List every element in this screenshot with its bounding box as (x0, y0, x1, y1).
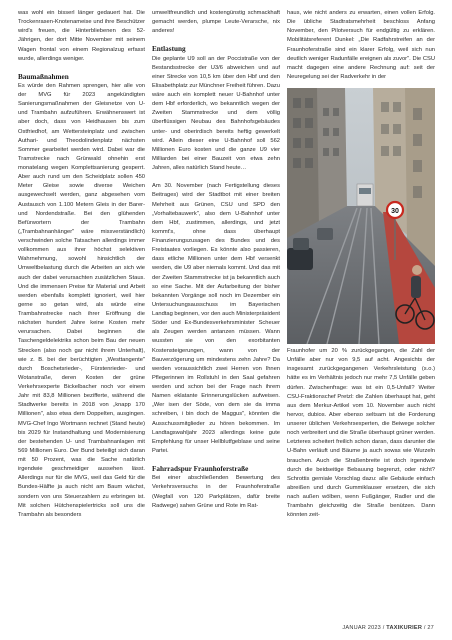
paragraph: Fraunhofer um 20 % zurückgegangen, die Zahl der Unfälle aber nur von 9,5 auf acht. Angesichts der insgesamt zurückgegangenen Verkehrsleistung (s.o.) hätte es im Verhältnis jedoch nur mehr 7,5 Unfälle geben dürfen. Zwischenfrage: was ist ein 0,5-Unfall? Weiter CSU-Fraktionschef Pretzl: die Zahlen überhaupt hat, geht aus dem Merkur-Artikel vom 10. November auch nicht hervor, dubios. Aber ebenso seltsam ist die Forderung unserer üblichen Verkehrsexperten, die Beiwege solcher noch verbreitert und die Straße überhaupt grüner werden. Letzteres scheitert freilich schon daran, dass darunter die U-Bahn verläuft und Bäume ja auch sowas wie Wurzeln brauchen. Auch die Straßenbreite ist doch irgendwie durch die beidseitige Bebauung begrenzt, oder nicht? Schrottis gerniale Vorschlag dazu: alle Gebäude einfach abreißen und durch Gummiklauser ersetzen, die sich nach außen wölben, wenn Fußgänger, Radler und die Trambahn gleichzeitig die Straße benützen. Dann könnten zeit- (287, 348, 435, 519)
paragraph: Die geplante U9 soll an der Poccistraße von der Bestandsstrecke der U3/6 abweichen und auf einer Strecke von 10,5 km über den Hbf und den Elisabethplatz zur Münchner Freiheit führen. Dazu wäre auch ein komplett neuer U-Bahnhof unter dem Hbf erforderlich, wo bekanntlich wegen der Zweiten Stammstrecke und dem völlig überflüssigen Neubau des Bahnhofsgebäudes unter- und oberirdisch bereits heftig gewerkelt wird. Allein dieser eine U-Bahnhof soll 562 Millionen Euro kosten und die ganze U9 vier Milliarden bei einer Bauzeit von etwa zehn Jahren, alles natürlich Stand heute… (152, 55, 280, 172)
footer-separator: / (423, 625, 426, 631)
speed-limit-value: 30 (391, 208, 399, 215)
section-heading: Entlastung (152, 45, 186, 54)
street-photo (287, 88, 435, 344)
section-heading: Fahrradspur Fraunhoferstraße (152, 465, 249, 474)
article-column-3 (287, 9, 435, 520)
paragraph: umweltfreundlich und kostengünstig schmackhaft gemacht werden, plumpe Leute-Verarsche, nix anderes! (152, 10, 280, 35)
section-heading: Baumaßnahmen (18, 72, 69, 81)
street-photo-graphic (287, 88, 435, 344)
paragraph: Es würde den Rahmen sprengen, hier alle von der MVG für 2023 angekündigten Sanierungsmaßnahmen der Gleisnetze von U- und Trambahn aufzuführen. Erwähnenswert ist aber doch, dass von Heidhausen bis zum Ostfriedhof, am Wettersteinplatz und zwischen Authari- und Theodolindenplatz nächsten Sommer gearbeitet werden wird. Dabei war die Tramstrecke nach Grünwald ohnehin erst monatelang wegen Komplettsanierung gesperrt. Aber auch rund um den Scheidplatz sollen 450 Meter Gleise sowie diverse Weichen ausgewechselt werden, ganz abgesehen vom Austausch von 1.100 Metern Gleis in der Barer- und Nordendstraße. Bei den glühenden Befürwortern der Trambahn („Trambahnanhänger" wäre missverständlich) verschwinden solche Tatsachen allerdings immer vollkommen aus ihrer höchst selektiven Wahrnehmung, sowohl hinsichtlich der Umweltbelastung durch die Arbeiten an sich wie auch der dabei verursachten zusätzlichen Staus. Und die immensen Preise für Material und Arbeit werden ebenfalls komplett ignoriert, weil hier gerne so getan wird, als würde eine Trambahnstrecke nach ihrer Eröffnung die nächsten hundert Jahre keine Kosten mehr verursachen. Dabei beginnen die Taschengeldelektriks schon beim Bau der neuen Strecken (also noch gar nicht ihrem Unterhalt), wie z. B. bei der berüchtigten „Westtangente" durch Boschetsrieder-, Fürstenrieder- und Wotanstraße, deren Kosten der grüne Verkehrsexperte Bickelbacher noch vor einem Jahr mit 83,8 Millionen bezifferte, während die Stadtwerke bereits in 2018 von „knapp 170 Millionen", also etwa dem Doppelten, ausgingen. MVG-Chef Ingo Wortmann rechnet (Stand heute) bis 2029 für Instandhaltung und Modernisierung der bestehenden U- und Trambahnanlagen mit 569 Millionen Euro. Der Bund beteiligt sich daran mit 50 Prozent, was die Sache natürlich irgendwie geschmeidiger aussehen lässt. Allerdings nur für die MVG, weil das Geld für die Bundes-Hälfte ja auch nicht am Baum wächst, sondern von uns Steuerzahlern zu erbringen ist. Mit solchen Hütchenspielertricks soll uns die Trambahn als besonders (18, 82, 145, 518)
issue-date: JANUAR 2023 (342, 625, 381, 631)
page-footer (342, 625, 434, 631)
magazine-name: TAXIKURIER (386, 625, 423, 631)
page-number: 27 (427, 625, 434, 631)
paragraph: Am 30. November (nach Fertigstellung dieses Beitrages) wird der Stadtbot mit einer breiten Mehrheit aus Grünen, CSU und SPD den „Vorhaltebauwerk", also dem U-Bahnhof unter dem Hbf, zustimmen, allerdings, und jetzt kommt's, ohne dass überhaupt Finanzierungszusagen des Bundes und des Freistaates vorliegen. Es könnte also passieren, dass etliche Millionen unter dem Hbf versenkt werden, die U9 aber niemals kommt. Und das mit der Zweiten Stammstrecke ist ja bekanntlich auch so eine Sache. Mit der Aufarbeitung der bisher bekannten Vorgänge soll noch im Dezember ein Untersuchungsausschuss im Bayerischen Landtag beginnen, vor den auch Ministerpräsident Söder und Ex-Bundesverkehrsminister Scheuer als Zeugen werden antanzen müssen. Wann wussten sie von den exorbitanten Kostensteigerungen, wann von der Bauverzögerung um mindestens zehn Jahre? Da werden voraussichtlich zwei Herren von Ihnen Pflegerinnen im Rollstuhl in den Saal gefahren werden und schon bei der Frage nach ihrem Namen eklatante Erinnerungslücken aufweisen. „Wer isen der Söde, von dem sie da imma schreiben, i bin doch de Maggus", könnten die Ausschussmitglieder zu hören bekommen. Im Landtagswahljahr 2023 allerdings keine gute Empfehlung für unser Hellblutfgeblase und seine Partei. (152, 183, 280, 454)
footer-separator: / (382, 625, 385, 631)
paragraph: haus, wie nicht anders zu erwarten, einen vollen Erfolg. Die übliche Stadtratsmehrheit beschloss Anfang November, den Pilotversuch für endgültig zu erklären. Mobilitätsreferent Dunkel: „Die Radfahrstreifen an der Fraunhoferstraße sind ein klarer Erfolg, weil sich nun deutlich weniger Radunfälle ereignen als zuvor". Die CSU macht dagegen eine andere Rechnung auf: seit der Neuregelung sei der Radverkehr in der (287, 10, 435, 80)
article-column-1 (18, 9, 145, 520)
paragraph: was wohl ein bisserl länger gedauert hat. Die Trockenrasen-Knotenameise und ihre Beschützer wird's freuen, die Hinterbliebenen des 52-Jährigen, der dort Mitte November mit seinem Wagen frontal von einem Regionalzug erfasst wurde, allerdings weniger. (18, 10, 145, 62)
paragraph: Bei einer abschließenden Bewertung des Verkehrsversuchs in der Fraunhoferstraße (Wegfall von 120 Parkplätzen, dafür breite Radwege) sahen Grüne und Rote im Rat- (152, 475, 280, 509)
article-column-2 (152, 9, 280, 511)
